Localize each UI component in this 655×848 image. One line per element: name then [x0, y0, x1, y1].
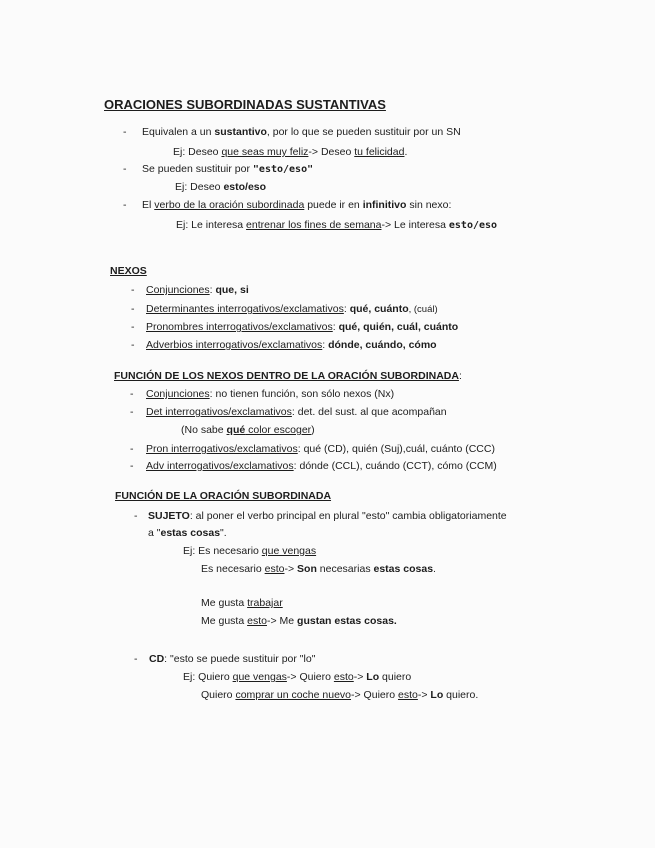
cd-example-1: Ej: Quiero que vengas-> Quiero esto-> Lo quiero	[183, 671, 412, 683]
bullet-dash: -	[130, 388, 134, 400]
nexos-item-conjunciones: Conjunciones: que, si	[146, 284, 249, 296]
cd-example-2: Quiero comprar un coche nuevo-> Quiero esto-> Lo quiero.	[201, 689, 479, 701]
nexos-item-determinantes: Determinantes interrogativos/exclamativos: qué, cuánto, (cuál)	[146, 303, 438, 315]
sujeto-example-2: Es necesario esto-> Son necesarias estas cosas.	[201, 563, 436, 575]
bullet-dash: -	[130, 443, 134, 455]
bullet-dash: -	[134, 510, 138, 522]
funcion-sujeto-cont: a "estas cosas".	[148, 527, 227, 539]
funcion-nexos-determinantes: Det interrogativos/exclamativos: det. del sust. al que acompañan	[146, 406, 447, 418]
intro-example-1: Ej: Deseo que seas muy feliz-> Deseo tu felicidad.	[173, 146, 408, 158]
bullet-dash: -	[134, 653, 138, 665]
bullet-dash: -	[123, 163, 127, 175]
bullet-dash: -	[123, 199, 127, 211]
funcion-nexos-adverbios: Adv interrogativos/exclamativos: dónde (CCL), cuándo (CCT), cómo (CCM)	[146, 460, 497, 472]
sujeto-example-1: Ej: Es necesario que vengas	[183, 545, 317, 557]
section-heading-funcion-oracion: FUNCIÓN DE LA ORACIÓN SUBORDINADA	[115, 490, 332, 502]
bullet-dash: -	[130, 406, 134, 418]
sujeto-example-4: Me gusta esto-> Me gustan estas cosas.	[201, 615, 397, 627]
intro-line-2: Se pueden sustituir por "esto/eso"	[142, 163, 314, 175]
bullet-dash: -	[131, 321, 135, 333]
intro-example-2: Ej: Deseo esto/eso	[175, 181, 267, 193]
section-heading-funcion-nexos: FUNCIÓN DE LOS NEXOS DENTRO DE LA ORACIÓN SUBORDINADA:	[114, 370, 462, 382]
nexos-item-adverbios: Adverbios interrogativos/exclamativos: dónde, cuándo, cómo	[146, 339, 437, 351]
funcion-nexos-example: (No sabe qué color escoger)	[181, 424, 315, 436]
funcion-nexos-pronombres: Pron interrogativos/exclamativos: qué (CD), quién (Suj),cuál, cuánto (CCC)	[146, 443, 495, 455]
intro-line-1: Equivalen a un sustantivo, por lo que se pueden sustituir por un SN	[142, 126, 461, 138]
section-heading-nexos: NEXOS	[110, 265, 147, 277]
bullet-dash: -	[130, 460, 134, 472]
funcion-cd: CD: "esto se puede sustituir por "lo"	[149, 653, 316, 665]
bullet-dash: -	[131, 303, 135, 315]
funcion-sujeto: SUJETO: al poner el verbo principal en plural "esto" cambia obligatoriamente	[148, 510, 507, 522]
bullet-dash: -	[131, 284, 135, 296]
document-title: ORACIONES SUBORDINADAS SUSTANTIVAS	[104, 97, 386, 112]
intro-example-3: Ej: Le interesa entrenar los fines de semana-> Le interesa esto/eso	[176, 219, 498, 231]
funcion-nexos-conjunciones: Conjunciones: no tienen función, son sólo nexos (Nx)	[146, 388, 395, 400]
bullet-dash: -	[123, 126, 127, 138]
bullet-dash: -	[131, 339, 135, 351]
intro-line-3: El verbo de la oración subordinada puede ir en infinitivo sin nexo:	[142, 199, 452, 211]
sujeto-example-3: Me gusta trabajar	[201, 597, 283, 609]
nexos-item-pronombres: Pronombres interrogativos/exclamativos: qué, quién, cuál, cuánto	[146, 321, 459, 333]
